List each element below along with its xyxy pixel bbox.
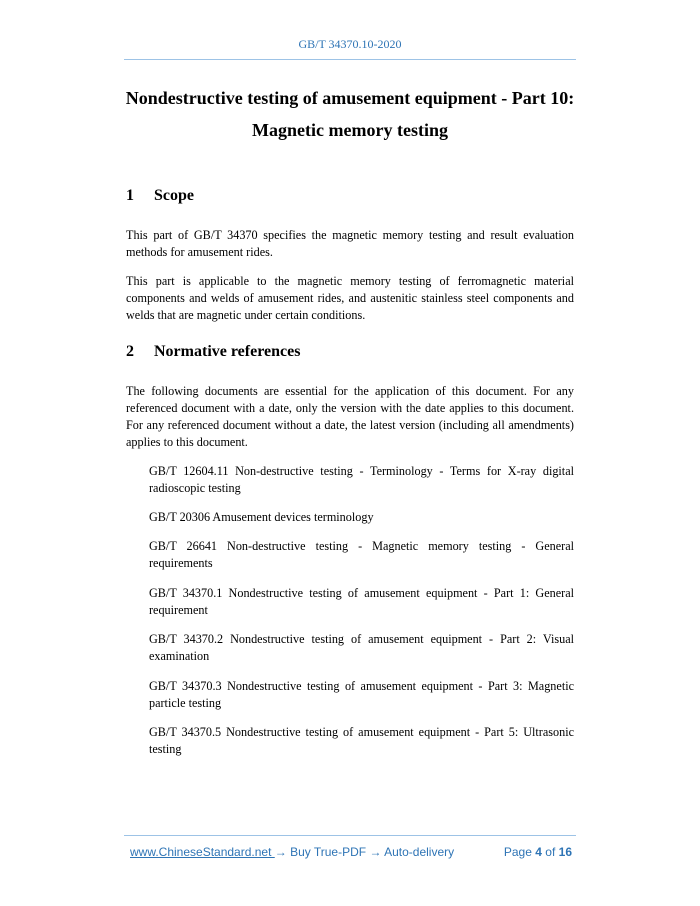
- running-header: GB/T 34370.10-2020: [298, 37, 402, 51]
- reference-item: GB/T 34370.1 Nondestructive testing of amusement equipment - Part 1: General requirement: [149, 586, 574, 617]
- footer-divider: [124, 835, 576, 836]
- chinesestandard-link[interactable]: www.ChineseStandard.net: [130, 845, 275, 859]
- reference-item: GB/T 34370.5 Nondestructive testing of amusement equipment - Part 5: Ultrasonic testing: [149, 725, 574, 756]
- document-title-line-1: Nondestructive testing of amusement equipment - Part 10:: [125, 88, 575, 108]
- scope-paragraph-2: This part is applicable to the magnetic memory testing of ferromagnetic material components and welds of amusement rides, and austenitic stainless steel components and welds that are magnetic under certain conditions.: [126, 274, 574, 322]
- page-indicator: Page 4 of 16: [503, 845, 572, 859]
- scope-paragraph-1: This part of GB/T 34370 specifies the magnetic memory testing and result evaluation methods for amusement rides.: [126, 228, 574, 259]
- page-current: 4: [535, 845, 542, 859]
- reference-item: GB/T 20306 Amusement devices terminology: [149, 510, 374, 524]
- section-title: Scope: [154, 187, 194, 204]
- section-number: 1: [126, 187, 134, 204]
- page-total: 16: [558, 845, 572, 859]
- reference-item: GB/T 26641 Non-destructive testing - Magnetic memory testing - General requirements: [149, 539, 574, 570]
- header-divider: [124, 59, 576, 60]
- reference-item: GB/T 34370.2 Nondestructive testing of amusement equipment - Part 2: Visual examination: [149, 632, 574, 663]
- normative-references-intro: The following documents are essential for the application of this document. For any referenced document with a date, only the version with the date applies to this document. For any referenced document without a date, the latest version (including all amendments) applies to this document.: [126, 384, 574, 449]
- reference-item: GB/T 34370.3 Nondestructive testing of amusement equipment - Part 3: Magnetic particle testing: [149, 679, 574, 710]
- section-number: 2: [126, 343, 134, 360]
- reference-item: GB/T 12604.11 Non-destructive testing - Terminology - Terms for X-ray digital radioscopic testing: [149, 464, 574, 495]
- footer-tagline: → Buy True-PDF → Auto-delivery: [274, 845, 455, 859]
- section-title: Normative references: [154, 343, 301, 360]
- section-heading-normative-references: [126, 343, 300, 361]
- section-heading-scope: [126, 187, 194, 205]
- document-title-line-2: Magnetic memory testing: [252, 120, 448, 140]
- page-footer: [130, 845, 572, 859]
